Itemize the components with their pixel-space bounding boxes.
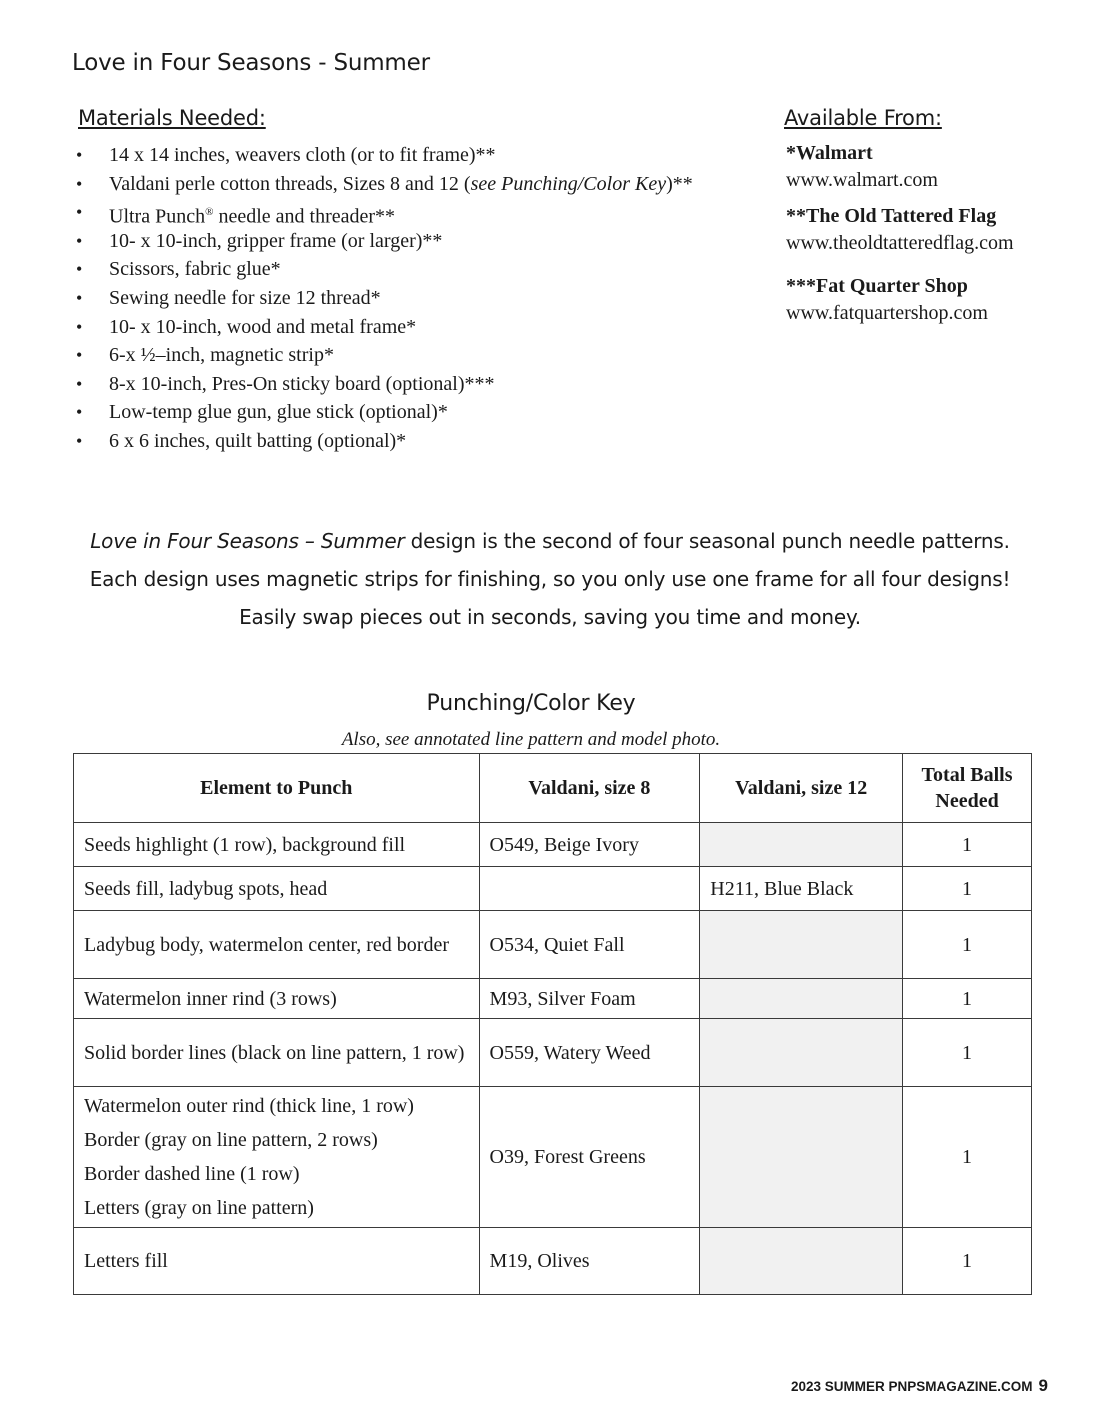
page-title: Love in Four Seasons - Summer <box>72 50 430 76</box>
vendor-url: www.fatquartershop.com <box>786 302 988 324</box>
materials-heading: Materials Needed: <box>78 106 266 130</box>
intro-paragraph: Love in Four Seasons – Summer design is the second of four seasonal punch needle patterns. Each design uses magnetic strips for finishing, so you only use one frame for all four designs! Easily swap pieces out in seconds, saving you time and money. <box>89 529 1011 629</box>
available-heading: Available From: <box>784 106 942 130</box>
materials-list <box>76 141 693 456</box>
column-header: Element to Punch <box>74 754 480 823</box>
color-key-title: Punching/Color Key <box>426 691 636 716</box>
column-header: Total Balls Needed <box>903 754 1032 823</box>
color-key-table <box>73 753 1032 1295</box>
list-item: • 6 x 6 inches, quilt batting (optional)* <box>76 427 693 456</box>
vendor-old-tattered-flag: **The Old Tattered Flag www.theoldtatteredflag.com <box>786 203 1014 257</box>
vendor-url: www.theoldtatteredflag.com <box>786 232 1014 254</box>
column-header: Valdani, size 12 <box>700 754 903 823</box>
table-row: Seeds highlight (1 row), background fill O549, Beige Ivory 1 <box>74 823 1032 867</box>
table-row: Solid border lines (black on line pattern, 1 row) O559, Watery Weed 1 <box>74 1019 1032 1087</box>
table-row: Seeds fill, ladybug spots, head H211, Blue Black 1 <box>74 867 1032 911</box>
vendor-url: www.walmart.com <box>786 169 938 191</box>
list-item: • Valdani perle cotton threads, Sizes 8 and 12 (see Punching/Color Key)** <box>76 170 693 199</box>
vendor-fat-quarter-shop: ***Fat Quarter Shop www.fatquartershop.com <box>786 273 988 327</box>
column-header: Valdani, size 8 <box>479 754 700 823</box>
list-item: • 14 x 14 inches, weavers cloth (or to fit frame)** <box>76 141 693 170</box>
table-row: Watermelon inner rind (3 rows) M93, Silver Foam 1 <box>74 979 1032 1019</box>
page-number: 9 <box>1038 1376 1048 1395</box>
list-item: • Ultra Punch® needle and threader** <box>76 198 693 227</box>
page-footer: 2023 SUMMER PNPSMAGAZINE.COM 9 <box>790 1376 1048 1395</box>
list-item: • 10- x 10-inch, gripper frame (or larger)** <box>76 227 693 256</box>
vendor-walmart: *Walmart www.walmart.com <box>786 140 938 194</box>
table-row: Watermelon outer rind (thick line, 1 row) Border (gray on line pattern, 2 rows) Border dashed line (1 row) Letters (gray on line pattern) O39, Forest Greens 1 <box>74 1087 1032 1228</box>
list-item: • Low-temp glue gun, glue stick (optional)* <box>76 398 693 427</box>
table-header-row <box>74 754 1032 823</box>
table-row: Letters fill M19, Olives 1 <box>74 1228 1032 1295</box>
table-row: Ladybug body, watermelon center, red border O534, Quiet Fall 1 <box>74 911 1032 979</box>
color-key-subtitle: Also, see annotated line pattern and model photo. <box>341 729 721 750</box>
list-item: • Sewing needle for size 12 thread* <box>76 284 693 313</box>
list-item: • 6-x ½–inch, magnetic strip* <box>76 341 693 370</box>
list-item: • 8-x 10-inch, Pres-On sticky board (optional)*** <box>76 370 693 399</box>
list-item: • Scissors, fabric glue* <box>76 255 693 284</box>
list-item: • 10- x 10-inch, wood and metal frame* <box>76 313 693 342</box>
